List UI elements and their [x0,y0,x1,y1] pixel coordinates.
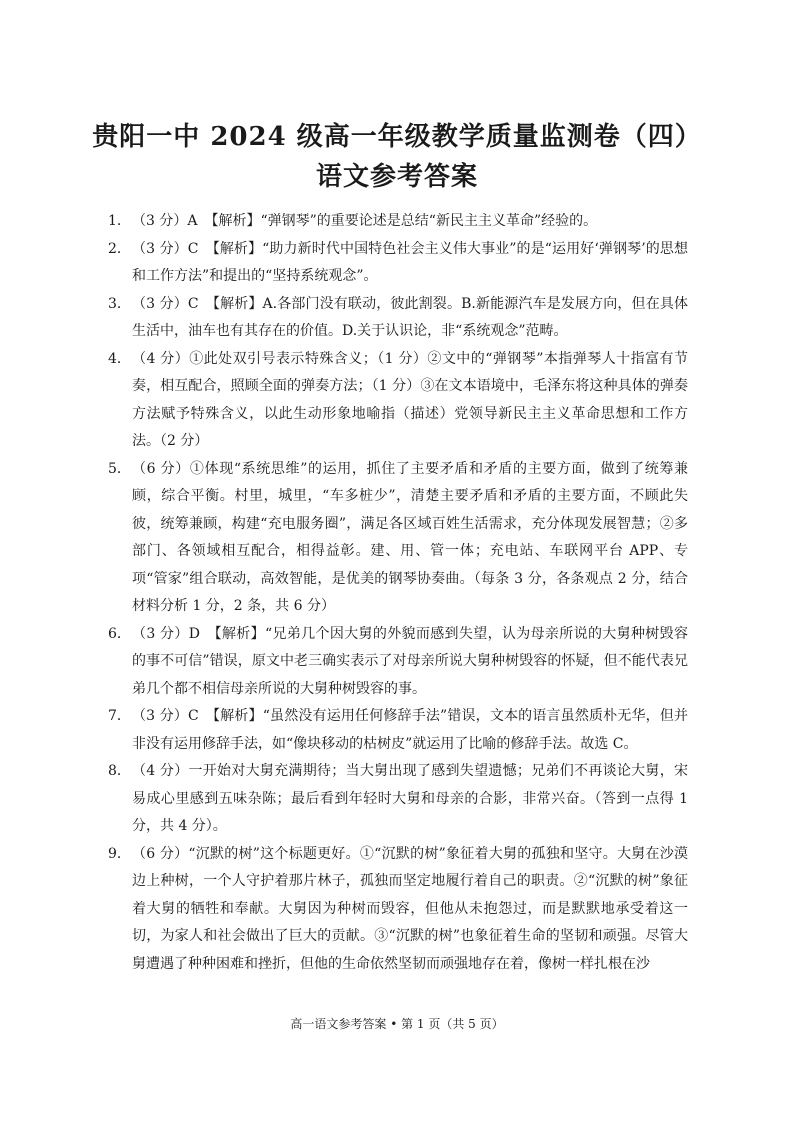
answer-number: 9． [108,845,131,862]
page-footer: 高一语文参考答案 • 第 1 页（共 5 页） [290,1017,504,1031]
answer-text: （3 分）C 【解析】A.各部门没有联动，彼此割裂。B.新能源汽车是发展方向，但在具体生活中，油车也有其存在的价值。D.关于认识论，非“系统观念”范畴。 [132,295,688,339]
answer-text: （3 分）A 【解析】“弹钢琴”的重要论述是总结“新民主主义革命”经验的。 [132,213,598,229]
page-title: 贵阳一中 2024 级高一年级教学质量监测卷（四） [92,122,702,152]
answer-item [108,236,688,291]
answer-item [108,346,688,456]
answer-number: 5． [108,460,131,477]
answer-item [108,758,688,841]
answer-item [108,703,688,758]
answer-number: 6． [108,625,131,642]
answer-number: 2． [108,240,131,257]
answer-text: （3 分）C 【解析】“虽然没有运用任何修辞手法”错误，文本的语言虽然质朴无华，但并非没有运用修辞手法，如“像块移动的枯树皮”就运用了比喻的修辞手法。故选 C。 [132,708,688,752]
answer-number: 8． [108,763,131,779]
answer-item [108,291,688,346]
answer-text: （4 分）一开始对大舅充满期待；当大舅出现了感到失望遗憾；兄弟们不再谈论大舅，宋易成心里感到五味杂陈；最后看到年轻时大舅和母亲的合影，非常兴奋。（答到一点得 1 分，共 4 分）。 [132,763,688,834]
answer-number: 1． [108,213,131,229]
answer-text: （6 分）“沉默的树”这个标题更好。①“沉默的树”象征着大舅的孤独和坚守。大舅在沙漠边上种树，一个人守护着那片林子，孤独而坚定地履行着自己的职责。②“沉默的树”象征着大舅的牺牲和奉献。大舅因为种树而毁容，但他从未抱怨过，而是默默地承受着这一切，为家人和社会做出了巨大的贡献。③“沉默的树”也象征着生命的坚韧和顽强。尽管大舅遭遇了种种困难和挫折，但他的生命依然坚韧而顽强地存在着，像树一样扎根在沙 [132,845,688,972]
answer-list [108,208,688,978]
answer-text: （6 分）①体现“系统思维”的运用，抓住了主要矛盾和矛盾的主要方面，做到了统筹兼顾，综合平衡。村里，城里，“车多桩少”，清楚主要矛盾和矛盾的主要方面，不顾此失彼，统筹兼顾，构建“充电服务圈”，满足各区域百姓生活需求，充分体现发展智慧；②多部门、各领域相互配合，相得益彰。建、用、管一体；充电站、车联网平台 APP、专项“管家”组合联动，高效智能，是优美的钢琴协奏曲。（每条 3 分，各条观点 2 分，结合材料分析 1 分，2 条，共 6 分） [132,460,688,614]
answer-item [108,841,688,979]
answer-item [108,621,688,704]
answer-item [108,456,688,621]
answer-number: 3． [108,295,131,312]
answer-text: （4 分）①此处双引号表示特殊含义；（1 分）②文中的“弹钢琴”本指弹琴人十指富有节奏，相互配合，照顾全面的弹奏方法；（1 分）③在文本语境中，毛泽东将这种具体的弹奏方法赋予特殊含义，以此生动形象地喻指（描述）党领导新民主主义革命思想和工作方法。（2 分） [132,350,688,449]
answer-number: 7． [108,708,131,724]
answer-text: （3 分）C 【解析】“助力新时代中国特色社会主义伟大事业”的是“运用好‘弹钢琴’的思想和工作方法”和提出的“坚持系统观念”。 [132,240,688,284]
answer-number: 4． [108,350,131,367]
page-subtitle: 语文参考答案 [315,162,478,192]
answer-text: （3 分）D 【解析】“兄弟几个因大舅的外貌而感到失望，认为母亲所说的大舅种树毁容的事不可信”错误，原文中老三确实表示了对母亲所说大舅种树毁容的怀疑，但不能代表兄弟几个都不相信母亲所说的大舅种树毁容的事。 [132,625,688,697]
answer-item [108,208,688,236]
